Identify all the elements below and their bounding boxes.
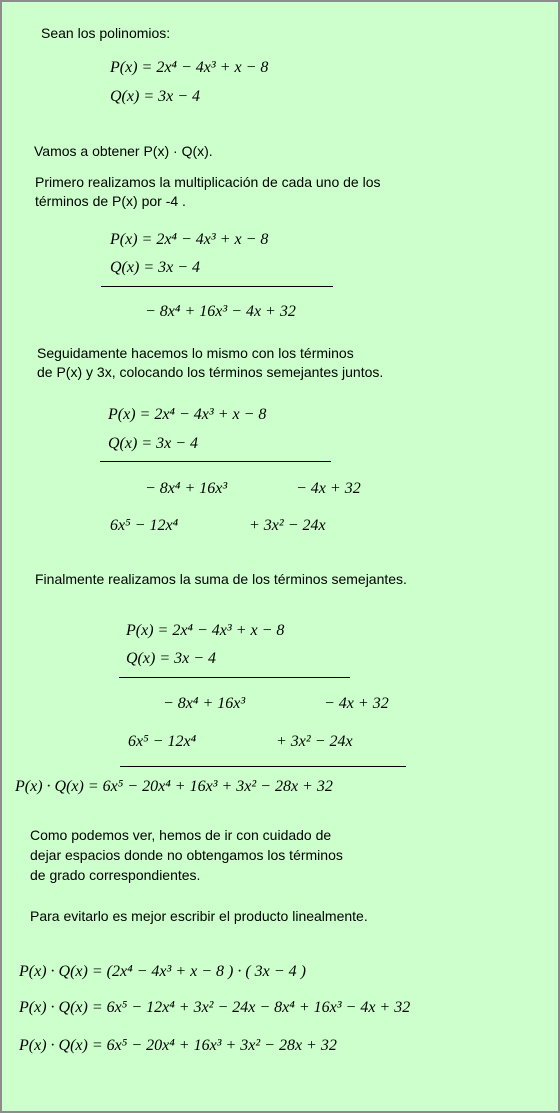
divider-line [119, 677, 350, 678]
linear-equation-1: P(x) · Q(x) = (2x⁴ − 4x³ + x − 8 ) · ( 3x − 4 ) [19, 963, 306, 980]
polynomial-p-block3: P(x) = 2x⁴ − 4x³ + x − 8 [126, 622, 285, 639]
row-a-right: − 4x + 32 [296, 480, 361, 497]
row-b-left: 6x⁵ − 12x⁴ [110, 517, 179, 534]
polynomial-q-block3: Q(x) = 3x − 4 [126, 650, 217, 667]
row-b-right-block3: + 3x² − 24x [276, 733, 353, 750]
polynomial-p: P(x) = 2x⁴ − 4x³ + x − 8 [110, 59, 269, 76]
step3-text: Finalmente realizamos la suma de los términos semejantes. [35, 571, 407, 587]
row-b-left-block3: 6x⁵ − 12x⁴ [128, 733, 197, 750]
step2-line-2: de P(x) y 3x, colocando los términos semejantes juntos. [37, 364, 384, 380]
sum-divider-line [120, 766, 406, 767]
divider-line [100, 461, 331, 462]
product-row-minus4: − 8x⁴ + 16x³ − 4x + 32 [145, 303, 296, 320]
step4-text: Para evitarlo es mejor escribir el producto linealmente. [30, 908, 368, 924]
linear-equation-2: P(x) · Q(x) = 6x⁵ − 12x⁴ + 3x² − 24x − 8x⁴ + 16x³ − 4x + 32 [19, 999, 411, 1016]
divider-line [101, 286, 333, 287]
polynomial-q-block1: Q(x) = 3x − 4 [110, 259, 201, 276]
polynomial-p-block2: P(x) = 2x⁴ − 4x³ + x − 8 [108, 406, 267, 423]
intro-text: Sean los polinomios: [41, 25, 171, 41]
polynomial-p-block1: P(x) = 2x⁴ − 4x³ + x − 8 [110, 231, 269, 248]
note-line-3: de grado correspondientes. [30, 867, 201, 883]
linear-equation-3: P(x) · Q(x) = 6x⁵ − 20x⁴ + 16x³ + 3x² − 28x + 32 [19, 1037, 337, 1054]
note-line-2: dejar espacios donde no obtengamos los términos [30, 847, 343, 863]
polynomial-q-block2: Q(x) = 3x − 4 [108, 435, 199, 452]
row-a-left: − 8x⁴ + 16x³ [145, 480, 228, 497]
step-intro-text: Vamos a obtener P(x) · Q(x). [34, 143, 213, 159]
polynomial-q: Q(x) = 3x − 4 [110, 88, 201, 105]
row-a-left-block3: − 8x⁴ + 16x³ [163, 695, 246, 712]
step2-line-1: Seguidamente hacemos lo mismo con los términos [37, 345, 354, 361]
result-equation: P(x) · Q(x) = 6x⁵ − 20x⁴ + 16x³ + 3x² − 28x + 32 [15, 778, 333, 795]
step1-line-2: términos de P(x) por -4 . [35, 193, 186, 209]
row-b-right: + 3x² − 24x [249, 517, 326, 534]
row-a-right-block3: − 4x + 32 [324, 695, 389, 712]
step1-line-1: Primero realizamos la multiplicación de cada uno de los [35, 174, 381, 190]
note-line-1: Como podemos ver, hemos de ir con cuidado de [30, 827, 332, 843]
